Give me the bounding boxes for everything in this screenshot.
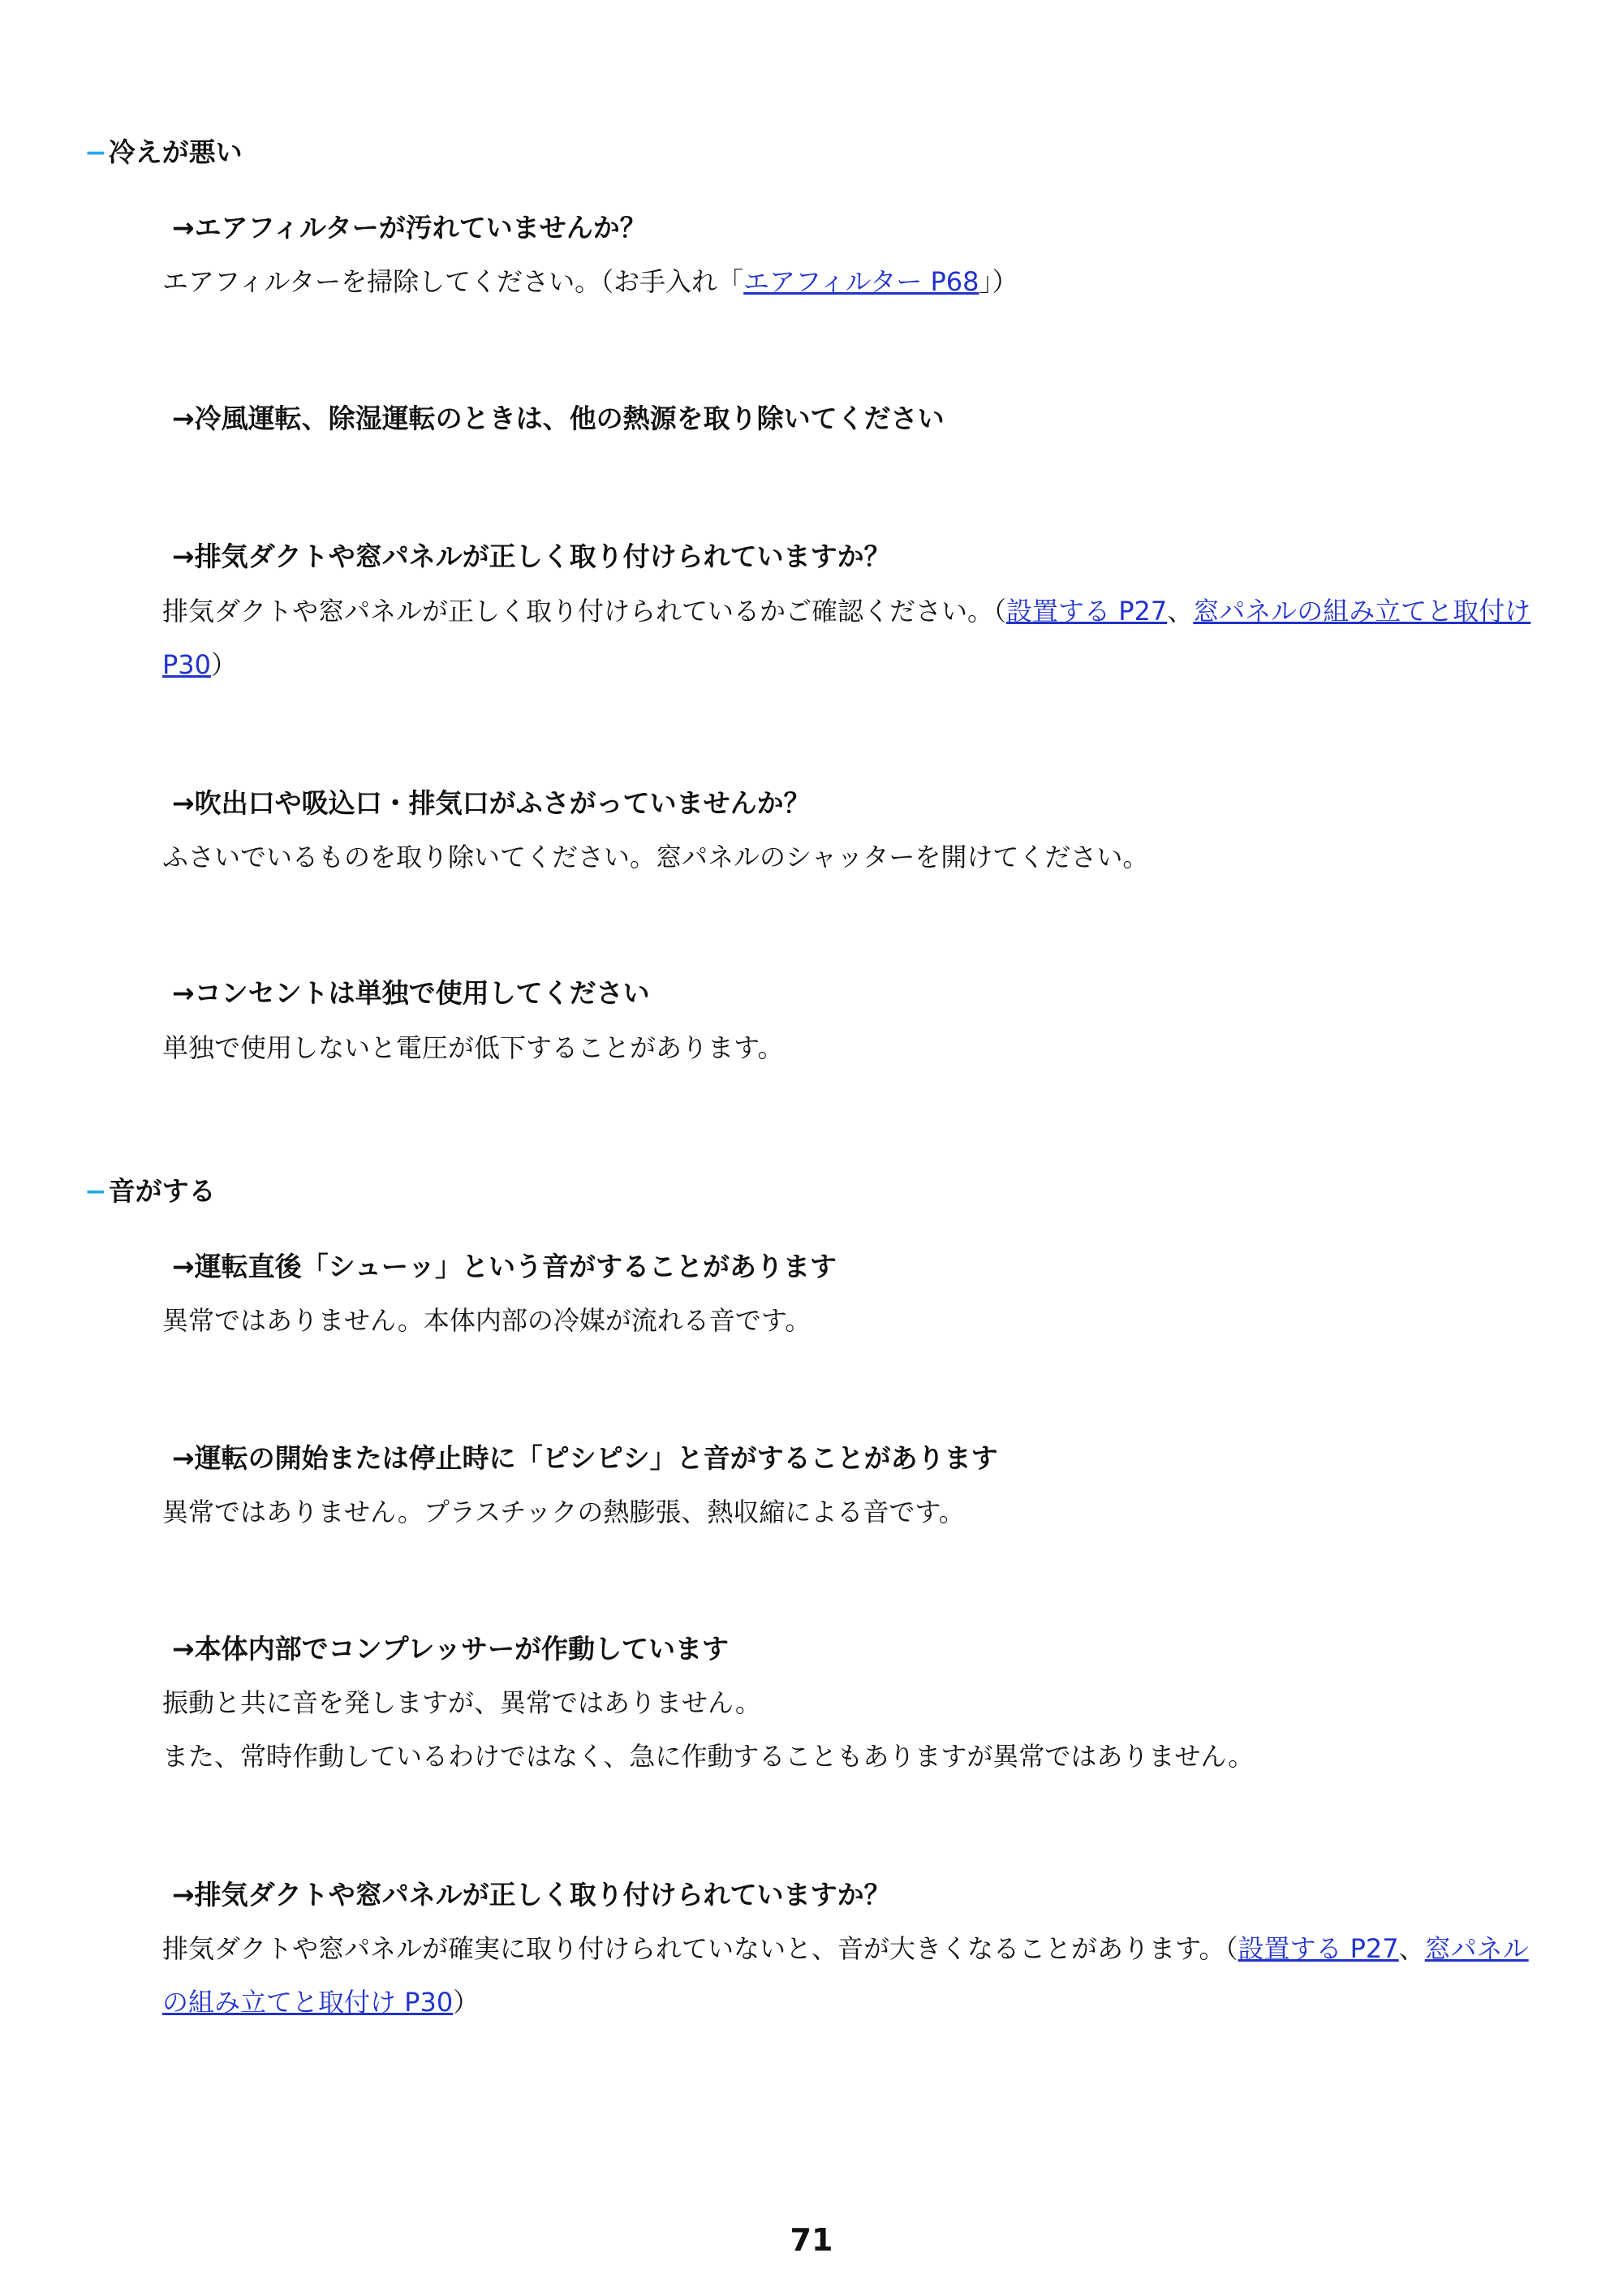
question-heading: →運転の開始または停止時に「ピシピシ」と音がすることがあります — [172, 1442, 998, 1474]
answer-line — [162, 1922, 1558, 1975]
section-title: 冷えが悪い — [108, 136, 243, 168]
answer-text — [162, 255, 1558, 308]
link-install[interactable]: 設置する P27 — [1238, 1933, 1399, 1964]
answer-line: 異常ではありません。本体内部の冷媒が流れる音です。 — [162, 1305, 812, 1336]
question-heading: →エアフィルターが汚れていませんか？ — [172, 212, 647, 243]
answer-text — [162, 1021, 1558, 1075]
answer-line — [162, 1975, 1558, 2029]
answer-text-segment: 、 — [1167, 596, 1194, 627]
answer-line: ふさいでいるものを取り除いてください。窓パネルのシャッターを開けてください。 — [162, 842, 1149, 872]
answer-text-segment: 排気ダクトや窓パネルが確実に取り付けられていないと、音が大きくなることがあります。（ — [162, 1933, 1238, 1964]
link-air-filter[interactable]: エアフィルター P68 — [743, 266, 979, 297]
link-window-panel-page[interactable]: の組み立てと取付け P30 — [162, 1987, 454, 2018]
answer-text-segment: エアフィルターを掃除してください。（お手入れ「 — [162, 266, 744, 297]
answer-line: また、常時作動しているわけではなく、急に作動することもありますが異常ではありません。 — [162, 1741, 1255, 1772]
answer-line — [162, 255, 1558, 308]
section-dash-marker: − — [84, 1175, 107, 1207]
answer-text-segment: ） — [211, 649, 238, 680]
section-dash-marker: − — [84, 136, 107, 168]
link-window-panel[interactable]: 窓パネル — [1424, 1933, 1529, 1964]
answer-text — [162, 1676, 1558, 1783]
question-heading: →運転直後「シューッ」という音がすることがあります — [172, 1251, 837, 1282]
question-heading: →排気ダクトや窓パネルが正しく取り付けられていますか？ — [172, 541, 891, 572]
question-heading: →本体内部でコンプレッサーが作動しています — [172, 1633, 730, 1665]
answer-text — [162, 830, 1558, 884]
section-heading-cooling — [84, 136, 243, 169]
answer-line — [162, 584, 1558, 638]
section-title: 音がする — [108, 1175, 216, 1207]
link-window-panel[interactable]: 窓パネルの組み立てと取付け — [1193, 596, 1531, 627]
answer-text — [162, 1922, 1558, 2029]
answer-line: 振動と共に音を発しますが、異常ではありません。 — [162, 1687, 761, 1718]
link-window-panel-page[interactable]: P30 — [162, 649, 212, 680]
section-heading-noise — [84, 1175, 216, 1208]
answer-text — [162, 1485, 1558, 1539]
question-heading: →排気ダクトや窓パネルが正しく取り付けられていますか？ — [172, 1879, 891, 1910]
answer-text-segment: 」） — [979, 266, 1018, 297]
question-heading: →吹出口や吸込口・排気口がふさがっていませんか？ — [172, 787, 811, 819]
answer-text — [162, 1294, 1558, 1347]
answer-line — [162, 638, 1558, 691]
page-number: 71 — [790, 2222, 833, 2258]
answer-line: 単独で使用しないと電圧が低下することがあります。 — [162, 1032, 784, 1063]
answer-text-segment: 排気ダクトや窓パネルが正しく取り付けられているかご確認ください。（ — [162, 596, 1007, 627]
question-heading: →コンセントは単独で使用してください — [172, 977, 650, 1009]
link-install[interactable]: 設置する P27 — [1006, 596, 1168, 627]
answer-line: 異常ではありません。プラスチックの熱膨張、熱収縮による音です。 — [162, 1497, 965, 1527]
answer-text — [162, 584, 1558, 691]
question-heading: →冷風運転、除湿運転のときは、他の熱源を取り除いてください — [172, 403, 945, 434]
answer-text-segment: ） — [453, 1987, 480, 2018]
answer-text-segment: 、 — [1398, 1933, 1425, 1964]
